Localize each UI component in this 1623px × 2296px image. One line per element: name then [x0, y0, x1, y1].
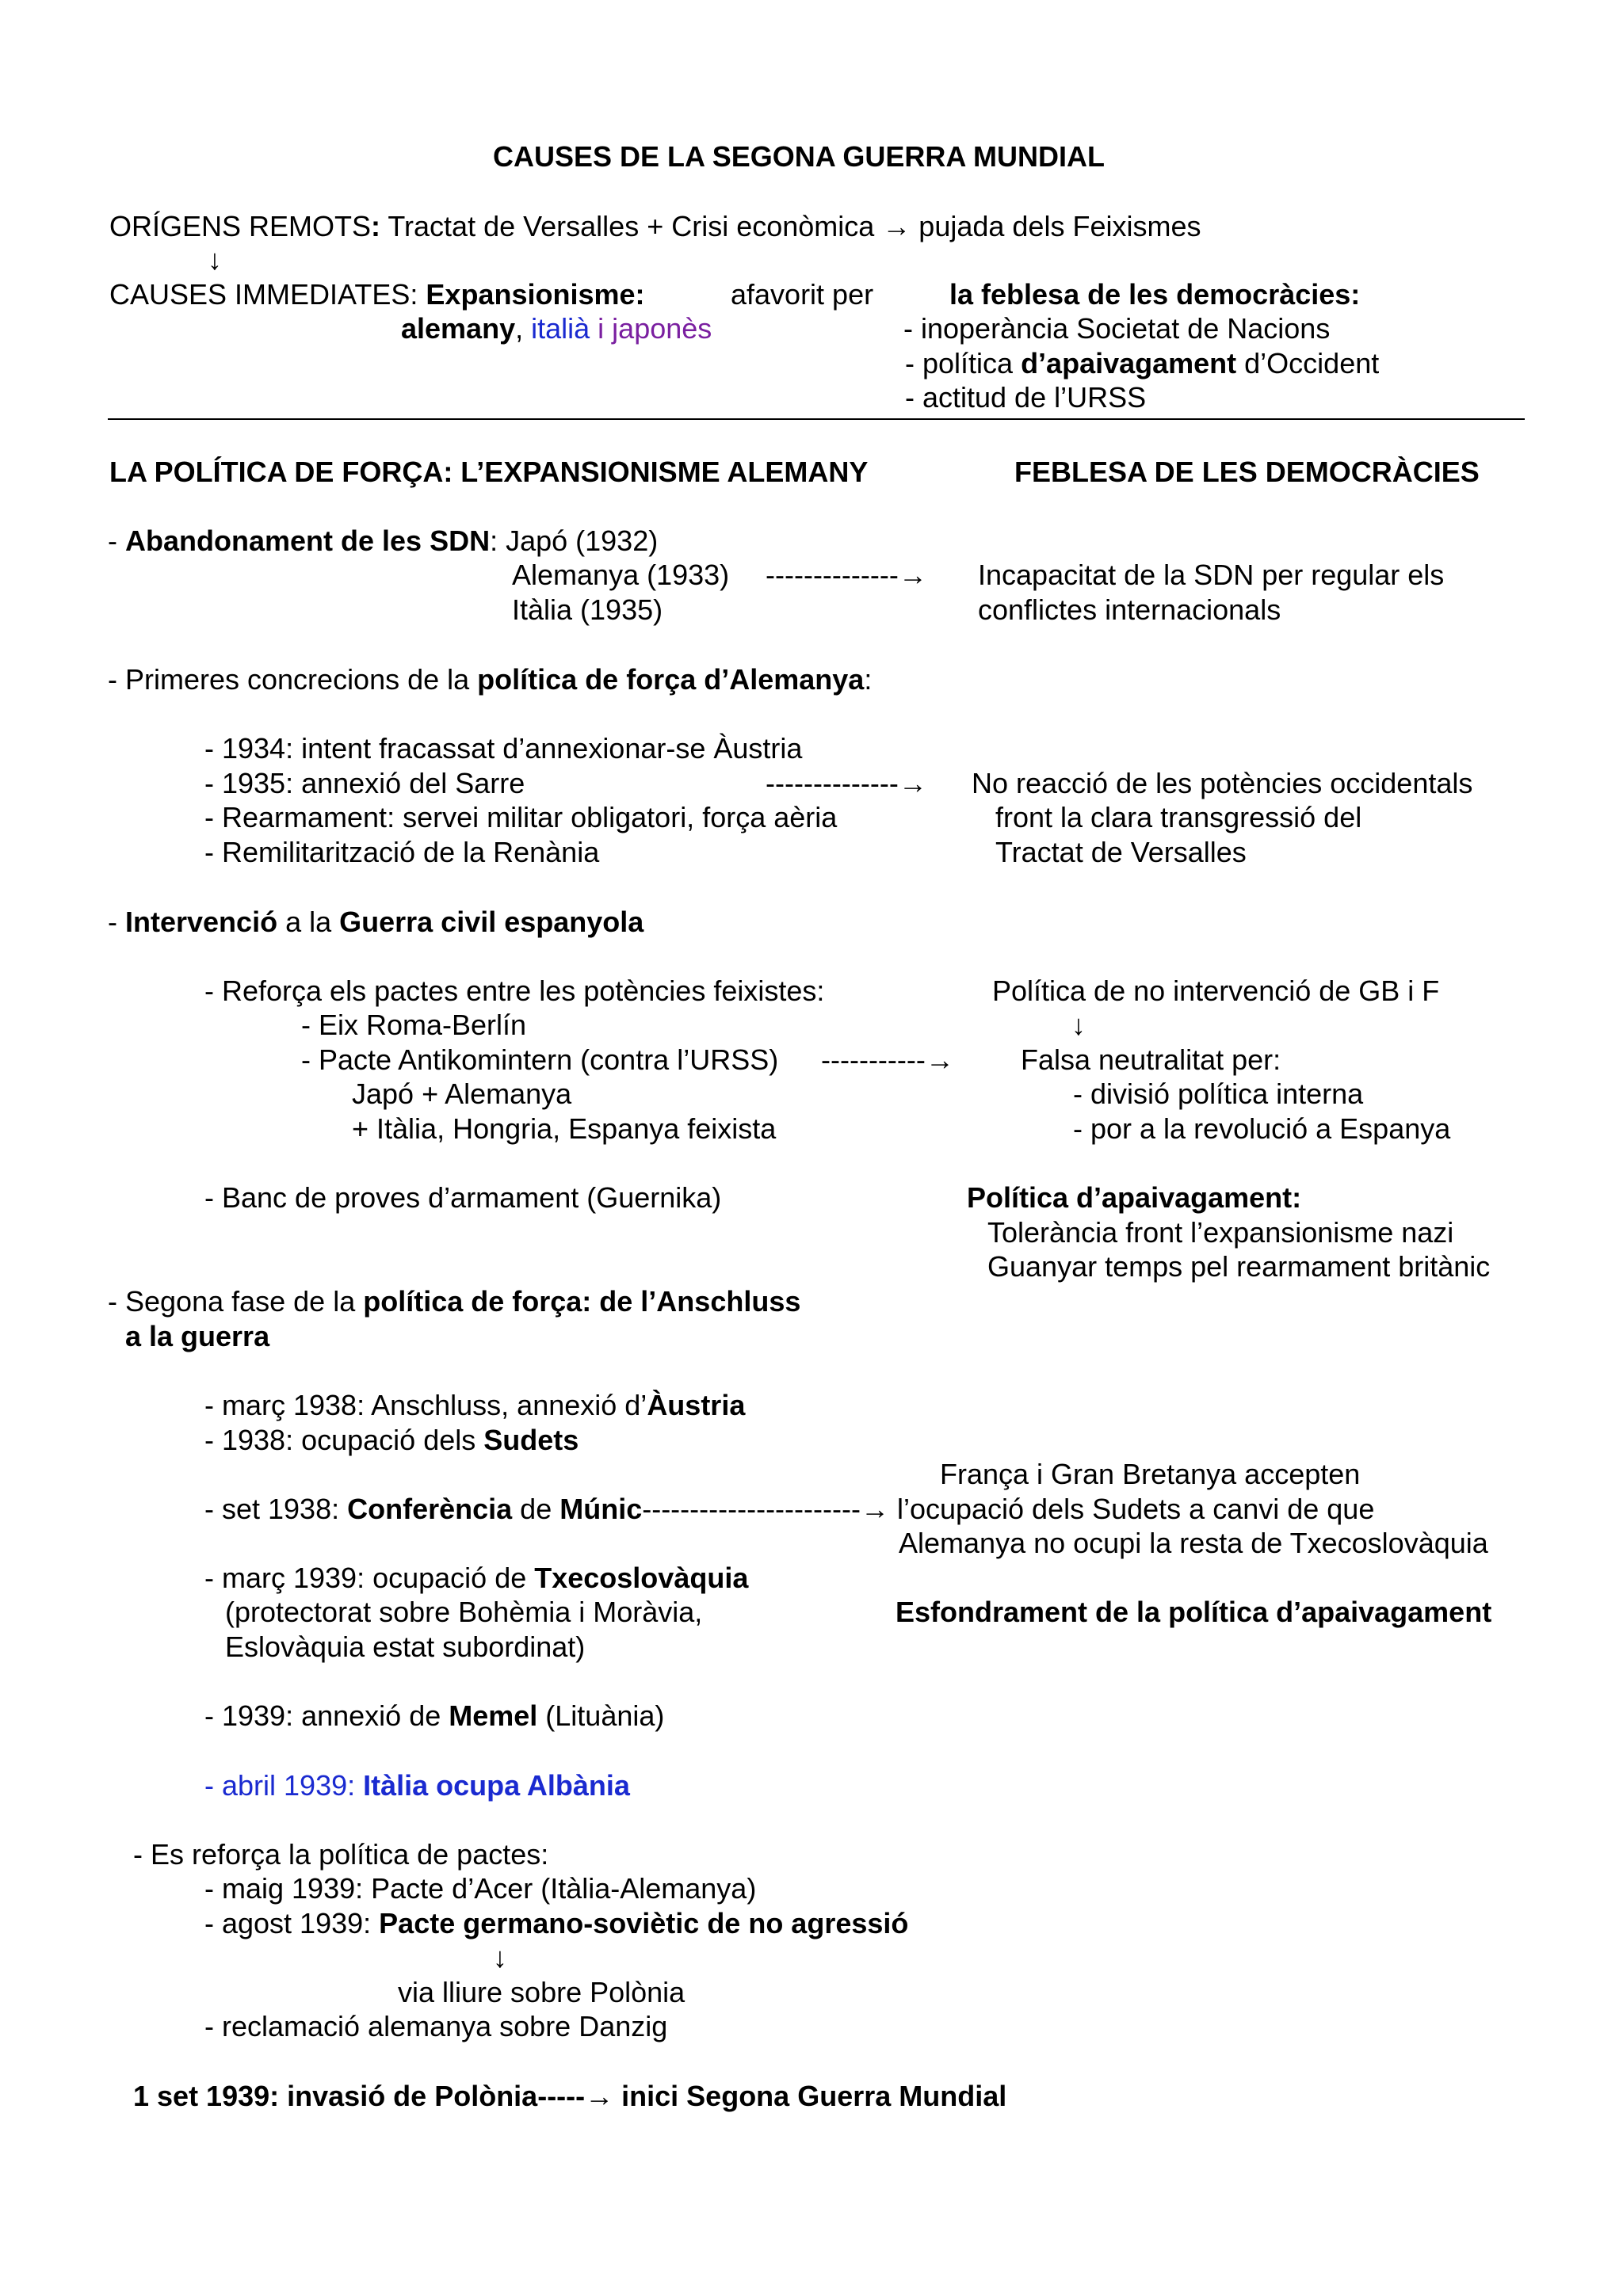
sdn-germany: Alemanya (1933) — [512, 559, 730, 591]
appeasement-tolerance: Tolerància front l’expansionisme nazi — [987, 1216, 1454, 1249]
memel-line — [204, 1699, 665, 1732]
appeasement-bold: d’apaivagament — [1021, 347, 1237, 379]
anschluss-pre: - març 1938: Anschluss, annexió d’ — [204, 1389, 647, 1421]
anticomintern: - Pacte Antikomintern (contra l’URSS) — [301, 1043, 779, 1076]
non-intervention-down-arrow: ↓ — [1071, 1009, 1086, 1041]
first-force-pre: - Primeres concrecions de la — [108, 663, 478, 696]
first-force-right: front la clara transgressió del — [995, 801, 1362, 833]
sudets-pre: - 1938: ocupació dels — [204, 1424, 484, 1456]
right-column-header: FEBLESA DE LES DEMOCRÀCIES — [1014, 456, 1480, 488]
czech-protectorate: (protectorat sobre Bohèmia i Moràvia, — [225, 1596, 703, 1628]
first-force-right: Tractat de Versalles — [995, 836, 1247, 868]
first-force-item: - Rearmament: servei militar obligatori, força aèria — [204, 801, 838, 833]
civil-war-mid: a la — [277, 906, 340, 938]
sudets-line — [204, 1426, 579, 1455]
munich-pre: - set 1938: — [204, 1493, 348, 1525]
first-force-item: - 1935: annexió del Sarre — [204, 767, 525, 799]
italy-hungary-spain: + Itàlia, Hongria, Espanya feixista — [352, 1112, 777, 1145]
guernica: - Banc de proves d’armament (Guernika) — [204, 1181, 722, 1214]
origins-colon: : — [371, 210, 381, 242]
civil-war-bold-2: Guerra civil espanyola — [339, 906, 644, 938]
immediate-expansionism: Expansionisme: — [426, 278, 645, 311]
first-force-line — [108, 663, 873, 696]
molotov-pre: - agost 1939: — [204, 1907, 380, 1939]
appeasement-pre: - política — [905, 347, 1022, 379]
appeasement-post: d’Occident — [1236, 347, 1380, 379]
munich-right-3: Alemanya no ocupi la resta de Txecoslovàquia — [899, 1527, 1488, 1559]
internal-division: - divisió política interna — [1073, 1077, 1364, 1110]
sdn-bold: Abandonament de les SDN — [125, 524, 491, 557]
munich-arrow: -----------------------→ l’ocupació dels Sudets a canvi de que — [642, 1493, 1375, 1525]
danzig-claim: - reclamació alemanya sobre Danzig — [204, 2010, 668, 2042]
false-neutrality: Falsa neutralitat per: — [1021, 1043, 1281, 1076]
second-phase-pre: - Segona fase de la — [108, 1285, 364, 1318]
country-germany: alemany — [401, 312, 516, 345]
czech-bold: Txecoslovàquia — [534, 1562, 749, 1594]
origins-line — [109, 212, 1201, 241]
immediate-line — [109, 280, 645, 309]
molotov-bold: Pacte germano-soviètic de no agressió — [379, 1907, 909, 1939]
sdn-line — [108, 524, 659, 557]
sdn-right-2: conflictes internacionals — [978, 593, 1281, 626]
albania-pre: - abril 1939: — [204, 1769, 364, 1802]
munich-line — [204, 1495, 1374, 1524]
civil-war-line — [108, 908, 643, 936]
non-intervention: Política de no intervenció de GB i F — [992, 974, 1440, 1007]
sdn-right-1: Incapacitat de la SDN per regular els — [978, 559, 1445, 591]
weakness-appeasement — [905, 349, 1379, 378]
albania-bold: Itàlia ocupa Albània — [363, 1769, 630, 1802]
axis-rome-berlin: - Eix Roma-Berlín — [301, 1009, 527, 1041]
weakness-item: - actitud de l’URSS — [905, 381, 1147, 414]
czech-line — [204, 1564, 748, 1592]
sdn-arrow: --------------→ — [766, 559, 927, 591]
weakness-item: - inoperància Societat de Nacions — [903, 312, 1331, 345]
sdn-dash: - — [108, 524, 125, 557]
civil-war-dash: - — [108, 906, 125, 938]
country-japan: i japonès — [598, 312, 712, 345]
origins-label: ORÍGENS REMOTS — [109, 210, 372, 242]
country-space — [590, 312, 598, 345]
pacts-down-arrow: ↓ — [493, 1941, 507, 1974]
sdn-first: : Japó (1932) — [490, 524, 659, 557]
final-line: 1 set 1939: invasió de Polònia-----→ inici Segona Guerra Mundial — [133, 2080, 1007, 2112]
munich-bold-2: Múnic — [559, 1493, 643, 1525]
page-title: CAUSES DE LA SEGONA GUERRA MUNDIAL — [493, 140, 1106, 173]
czech-pre: - març 1939: ocupació de — [204, 1562, 535, 1594]
left-column-header: LA POLÍTICA DE FORÇA: L’EXPANSIONISME ALEMANY — [109, 456, 869, 488]
appeasement-collapse: Esfondrament de la política d’apaivagament — [896, 1596, 1492, 1628]
second-phase-bold-2: a la guerra — [125, 1320, 270, 1352]
fear-revolution: - por a la revolució a Espanya — [1073, 1112, 1451, 1145]
appeasement-gain-time: Guanyar temps pel rearmament britànic — [987, 1250, 1491, 1283]
first-force-post: : — [864, 663, 873, 696]
free-way-poland: via lliure sobre Polònia — [398, 1976, 685, 2008]
country-comma: , — [515, 312, 532, 345]
first-force-item: - 1934: intent fracassat d’annexionar-se Àustria — [204, 732, 803, 765]
first-force-arrow: --------------→ — [766, 767, 927, 799]
sudets-bold: Sudets — [483, 1424, 579, 1456]
albania-line — [204, 1769, 630, 1802]
immediate-label: CAUSES IMMEDIATES: — [109, 278, 426, 311]
anschluss-bold: Àustria — [647, 1389, 746, 1421]
pact-of-steel: - maig 1939: Pacte d’Acer (Itàlia-Alemanya) — [204, 1872, 757, 1905]
section-divider — [108, 418, 1525, 420]
civil-war-pacts: - Reforça els pactes entre les potències feixistes: — [204, 974, 825, 1007]
first-force-item: - Remilitarització de la Renània — [204, 836, 600, 868]
memel-post: (Lituània) — [537, 1699, 665, 1732]
anticomintern-arrow: -----------→ — [821, 1043, 954, 1076]
memel-pre: - 1939: annexió de — [204, 1699, 449, 1732]
japan-germany: Japó + Alemanya — [352, 1077, 572, 1110]
origins-down-arrow: ↓ — [208, 243, 222, 276]
first-force-right: No reacció de les potències occidentals — [972, 767, 1473, 799]
molotov-ribbentrop-line — [204, 1909, 908, 1938]
first-force-bold: política de força d’Alemanya — [477, 663, 865, 696]
munich-bold-1: Conferència — [347, 1493, 513, 1525]
immediate-weakness: la feblesa de les democràcies: — [949, 278, 1361, 311]
pacts-title: - Es reforça la política de pactes: — [133, 1838, 549, 1871]
sdn-italy: Itàlia (1935) — [512, 593, 663, 626]
second-phase-line — [108, 1287, 800, 1316]
anschluss-line — [204, 1391, 745, 1420]
munich-right-1: França i Gran Bretanya accepten — [940, 1458, 1361, 1490]
memel-bold: Memel — [449, 1699, 538, 1732]
appeasement-title: Política d’apaivagament: — [967, 1181, 1302, 1214]
immediate-countries — [401, 312, 712, 345]
second-phase-bold: política de força: de l’Anschluss — [363, 1285, 801, 1318]
origins-text: Tractat de Versalles + Crisi econòmica → pujada dels Feixismes — [380, 210, 1201, 242]
immediate-favored: afavorit per — [731, 278, 874, 311]
civil-war-bold-1: Intervenció — [125, 906, 278, 938]
czech-slovakia: Eslovàquia estat subordinat) — [225, 1630, 586, 1663]
country-italy: italià — [531, 312, 590, 345]
munich-mid: de — [512, 1493, 560, 1525]
